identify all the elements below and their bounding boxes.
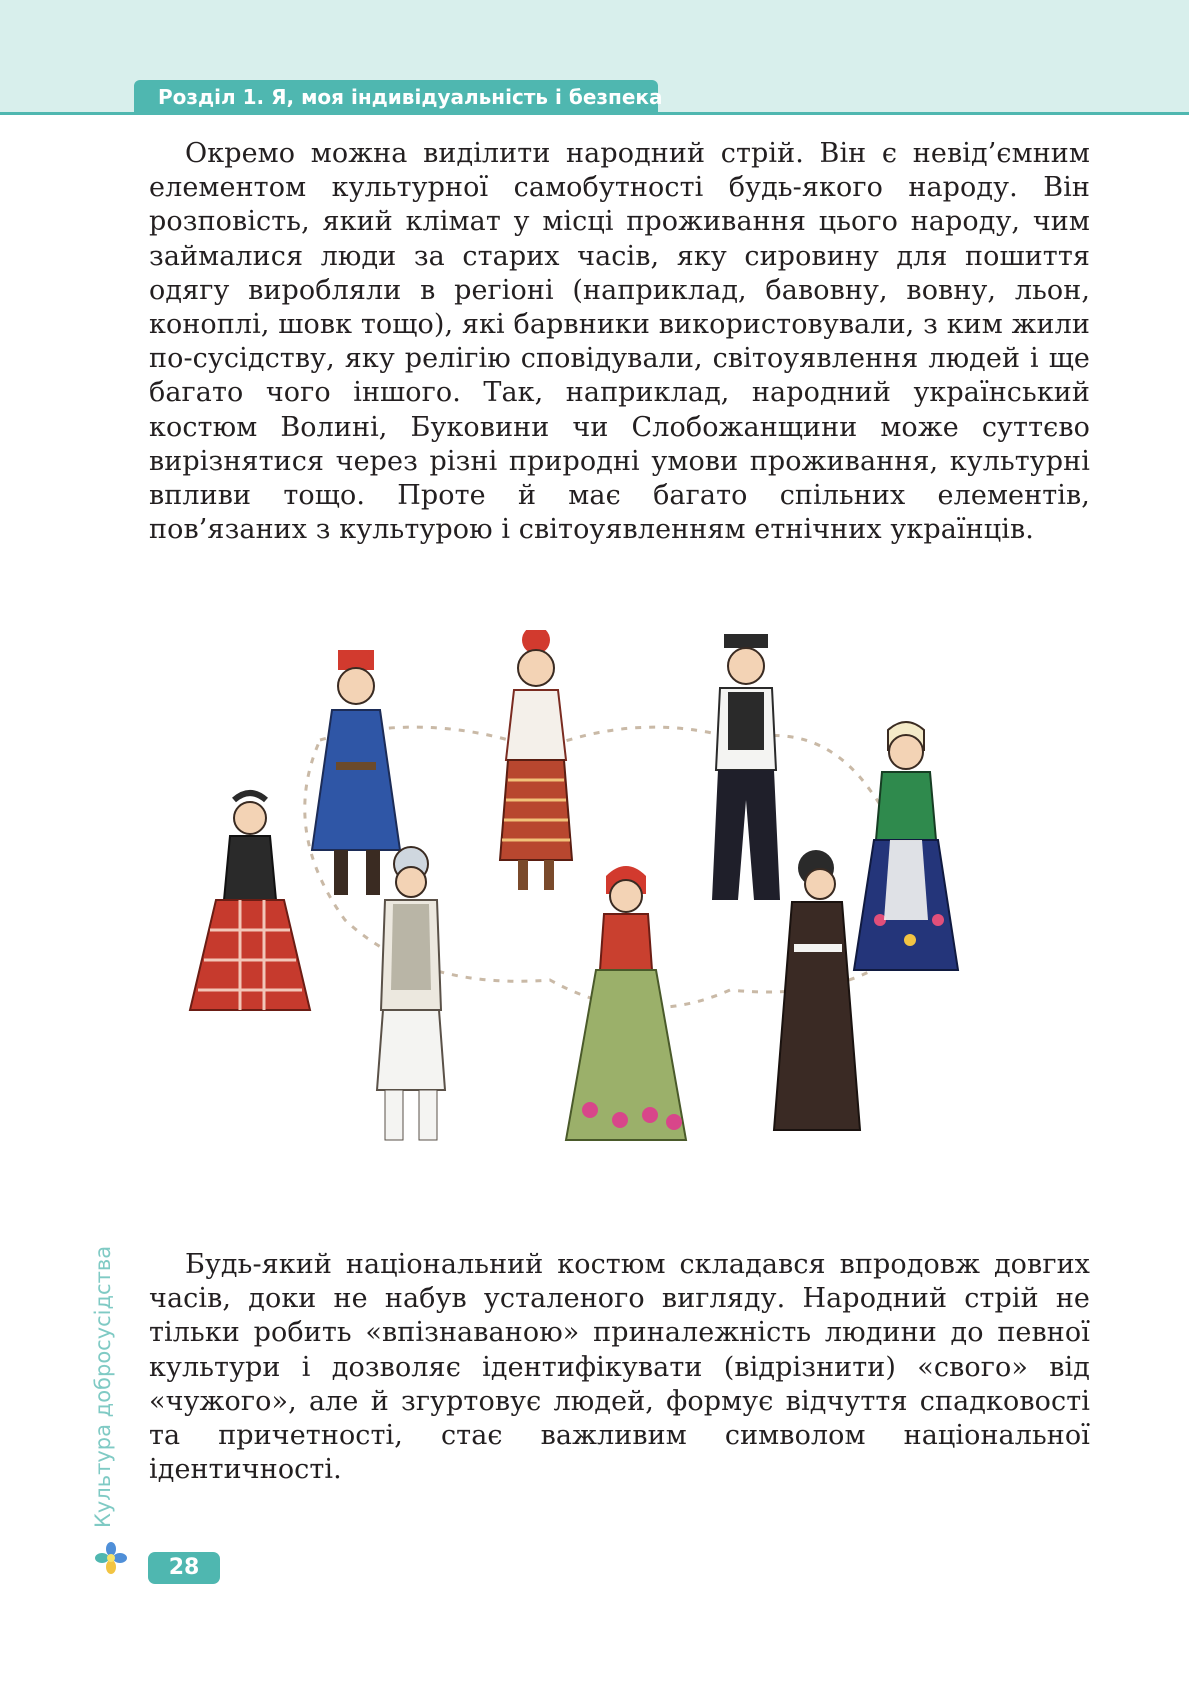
- body-paragraph-1: Окремо можна виділити народний стрій. Він є невід’ємним елементом культурної самобутності будь-якого народу. Він розповість, який клімат у місці проживання цього народу, чим займалися люди за старих часів, яку сировину для пошиття одягу виробляли в регіоні (наприклад, бавовну, вовну, льон, коноплі, шовк тощо), які барвники використовували, з ким жили по-сусідству, яку релігію сповідували, світоуявлення людей і ще багато чого іншого. Так, наприклад, народний український костюм Волині, Буковини чи Слобожанщини може суттєво вирізнятися через різні природні умови проживання, культурні впливи тощо. Проте й має багато спільних елементів, пов’язаних з культурою і світоуявленням етнічних українців.: [149, 138, 1090, 546]
- dancer-figure: [854, 722, 958, 970]
- folk-costume-dance-illustration: [170, 630, 1070, 1220]
- dancer-figure: [566, 866, 686, 1140]
- flower-icon: [94, 1541, 128, 1575]
- dancer-figure: [500, 630, 572, 890]
- dancer-figure: [377, 847, 445, 1140]
- dancer-figure: [774, 850, 860, 1130]
- dancer-figure: [190, 793, 310, 1010]
- body-paragraph-2: Будь-який національний костюм складався впродовж довгих часів, доки не набув усталеного вигляду. Народний стрій не тільки робить «впізнаваною» приналежність людини до певної культури і дозволяє ідентифікувати (відрізнити) «свого» від «чужого», але й згуртовує людей, формує відчуття спадковості та причетності, стає важливим символом національної ідентичності.: [149, 1249, 1090, 1486]
- dancer-figure: [312, 650, 400, 895]
- page-number: 28: [148, 1552, 220, 1584]
- dancer-figure: [712, 634, 780, 900]
- book-title-vertical: Культура добросусідства: [91, 1245, 115, 1528]
- chapter-label: Розділ 1. Я, моя індивідуальність і безпека: [134, 80, 658, 115]
